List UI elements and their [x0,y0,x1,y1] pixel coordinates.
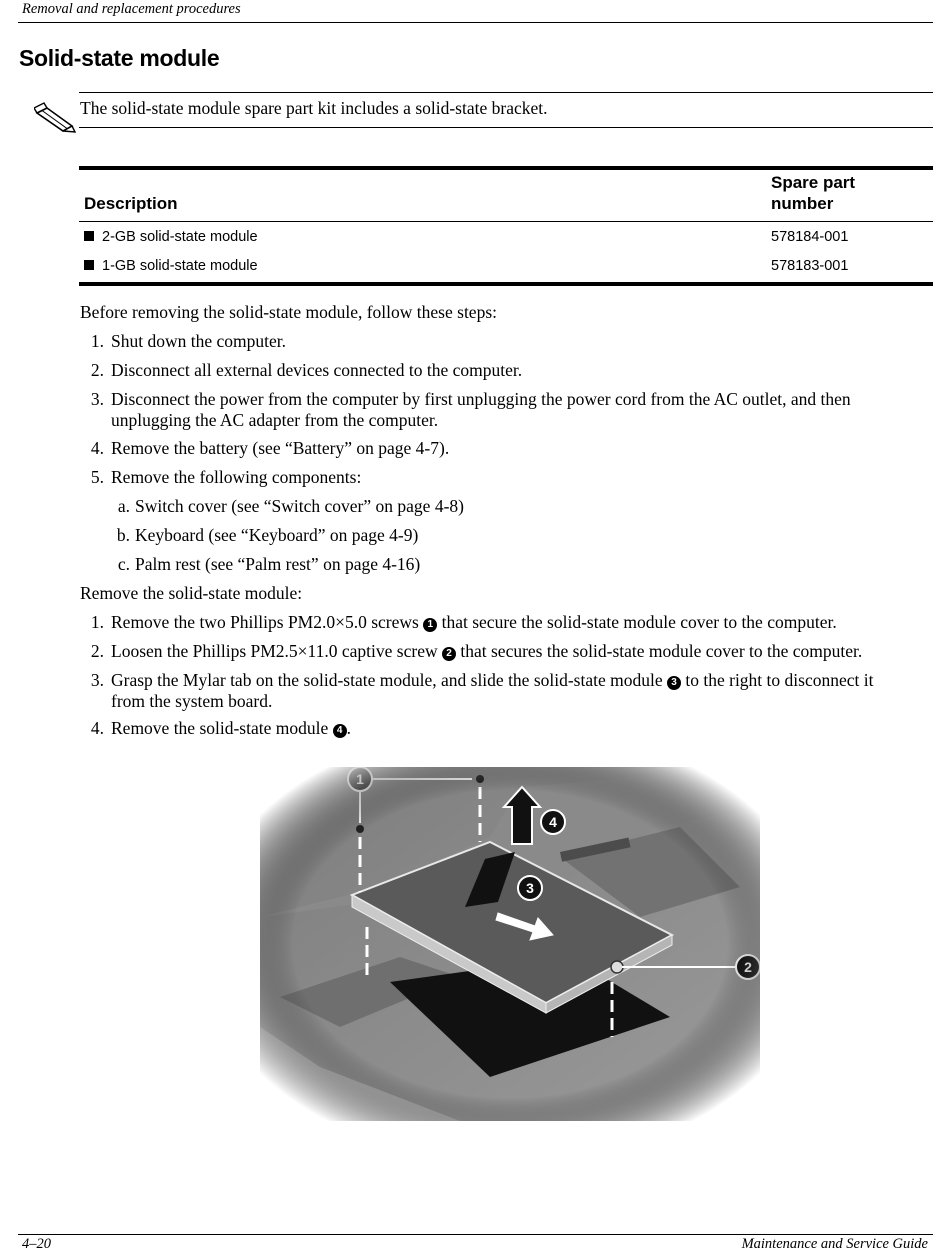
table-cell-part-number: 578183-001 [771,257,849,274]
header-rule [18,22,933,23]
callout-2-icon: 2 [442,647,456,661]
callout-1-icon: 1 [423,618,437,632]
callout-3-icon: 3 [667,676,681,690]
table-cell-description: 1-GB solid-state module [79,251,766,284]
page-title: Solid-state module [19,45,220,71]
table-cell-description: 2-GB solid-state module [79,222,766,252]
note-text: The solid-state module spare part kit includes a solid-state bracket. [80,98,548,118]
footer-rule [18,1234,933,1235]
spare-parts-table [79,166,933,286]
removal-intro: Remove the solid-state module: [80,583,303,603]
table-row [79,251,933,284]
ssd-removal-illustration [260,767,760,1121]
guide-title: Maintenance and Service Guide [741,1236,928,1252]
note-top-rule [79,92,933,93]
vignette [260,767,760,1121]
prep-intro: Before removing the solid-state module, follow these steps: [80,302,497,322]
note-pencil-icon [34,99,76,133]
note-bottom-rule [79,127,933,128]
column-header-part-number [766,168,933,222]
column-header-description: Description [84,194,178,213]
callout-4-icon: 4 [333,724,347,738]
square-bullet-icon [84,260,94,270]
part-number-header-line1: Spare part [771,173,856,192]
table-row [79,222,933,252]
table-header-row [79,168,933,222]
square-bullet-icon [84,231,94,241]
running-header: Removal and replacement procedures [22,1,241,17]
table-cell-part-number: 578184-001 [771,228,849,245]
part-number-header-line2: number [771,194,834,213]
page-number: 4–20 [22,1236,51,1252]
